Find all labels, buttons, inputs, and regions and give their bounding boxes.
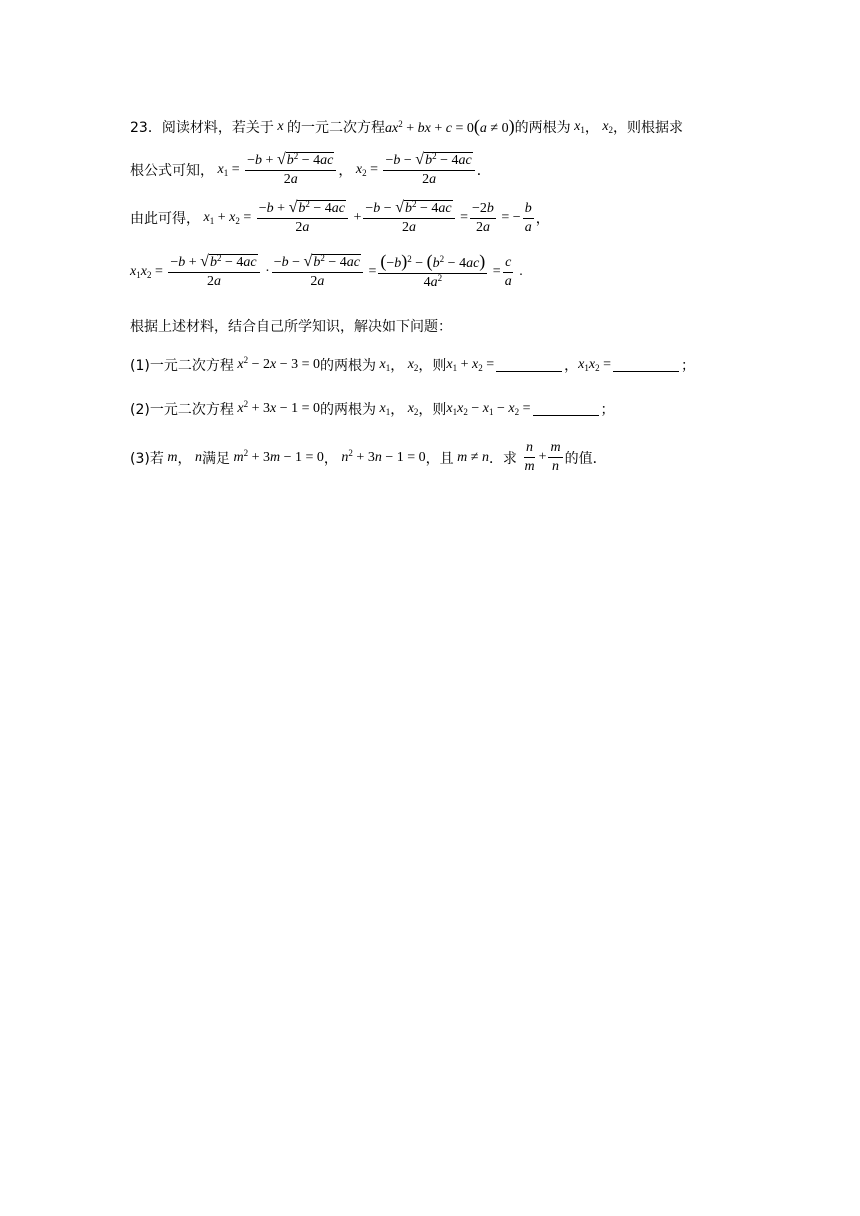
math-x: x <box>273 118 288 134</box>
math-x2: $x_2$ <box>407 357 419 373</box>
intro-text-c: 的两根为 <box>514 119 571 136</box>
instruction-line <box>130 316 452 336</box>
comma: ， <box>338 163 353 179</box>
math-q2-expression: $x_1x_2 - x_1 - x_2$ = <box>446 401 531 417</box>
comma: ， <box>390 358 405 374</box>
intro-text-b: 的一元二次方程 <box>287 119 386 136</box>
q3-and-text: ，且 <box>425 450 454 467</box>
math-q2-equation: $x^2 + 3x - 1 = 0$ <box>237 399 320 416</box>
math-q1-equation: $x^2 - 2x - 3 = 0$ <box>237 355 320 372</box>
q2-two-roots-text: 的两根为 <box>319 402 376 418</box>
q3-value-text: 的值． <box>564 450 607 467</box>
semicolon: ； <box>681 358 696 374</box>
intro-text-d: ，则根据求 <box>613 119 684 136</box>
intro-line-3 <box>130 200 550 236</box>
period: ． <box>476 163 491 179</box>
comma: ， <box>177 450 192 467</box>
question-2 <box>130 399 615 419</box>
math-x1-formula: $x_1$ = −b + √ $b^2 - 4ac$ 2a <box>214 152 338 188</box>
math-x2: $x_2$ <box>602 118 614 135</box>
comma: ， <box>564 358 579 374</box>
q2-label: (2)一元二次方程 <box>130 402 234 418</box>
math-x2-formula: $x_2$ = −b − √ $b^2 - 4ac$ 2a <box>352 152 476 188</box>
q3-find-text: ．求 <box>488 450 517 467</box>
math-product-of-roots: $x_1x_2$ = −b + √ $b^2 - 4ac$ 2a · −b − √ $b^2 - 4ac$ 2a = $\frac{(-b)^2 - (b^2 - 4ac)}{4a^2}$ = $\frac{c}{a}$ . <box>130 251 523 290</box>
intro-text-a: 阅读材料，若关于 <box>161 119 274 136</box>
q1-product-answer-blank[interactable] <box>613 359 679 372</box>
intro-line-4 <box>130 253 523 291</box>
instruction-text: 根据上述材料，结合自己所学知识，解决如下问题： <box>130 319 452 335</box>
math-q3-expression: $\frac{n}{m}$ + $\frac{m}{n}$ <box>524 440 561 474</box>
math-q1-sum: $x_1 + x_2$ = <box>446 357 495 373</box>
q1-sum-answer-blank[interactable] <box>496 359 562 372</box>
math-x1: $x_1$ <box>574 118 585 135</box>
math-n: n <box>191 449 202 465</box>
q3-satisfy-text: 满足 <box>201 450 230 467</box>
math-x2: $x_2$ <box>407 401 419 417</box>
math-quadratic-equation: $ax^2$ + bx + c = 0(a ≠ 0) <box>385 116 515 136</box>
q3-label: (3)若 <box>130 450 164 467</box>
math-m-equation: $m^2 + 3m - 1 = 0$ <box>233 447 324 465</box>
question-1 <box>130 355 695 375</box>
q2-then-text: ，则 <box>418 402 447 418</box>
math-n-equation: $n^2 + 3n - 1 = 0$ <box>341 447 426 465</box>
comma: ， <box>323 450 338 467</box>
intro-line-1 <box>130 116 683 137</box>
math-m: m <box>163 449 178 465</box>
intro-line-2 <box>130 152 491 188</box>
comma: ， <box>390 402 405 418</box>
q1-label: (1)一元二次方程 <box>130 358 234 374</box>
comma: ， <box>584 119 599 136</box>
q2-answer-blank[interactable] <box>533 403 599 416</box>
math-x1: $x_1$ <box>379 357 391 373</box>
comma: ， <box>535 211 550 227</box>
math-x1: $x_1$ <box>379 401 391 417</box>
line2-text: 根公式可知， <box>130 163 214 179</box>
problem-number: 23． <box>130 119 162 136</box>
math-m-neq-n: m ≠ n <box>457 449 489 465</box>
question-3 <box>130 440 607 475</box>
math-sum-of-roots: $x_1 + x_2$ = −b + √ $b^2 - 4ac$ 2a + −b − √ $b^2 - 4ac$ 2a = $\frac{-2b}{2a}$ = − $\frac{b}{a}$ <box>203 199 532 235</box>
q1-then-text: ，则 <box>418 358 447 374</box>
q1-two-roots-text: 的两根为 <box>319 358 376 374</box>
line3-text: 由此可得， <box>130 211 200 227</box>
semicolon: ； <box>600 402 615 418</box>
math-q1-product: $x_1x_2$ = <box>578 357 612 373</box>
